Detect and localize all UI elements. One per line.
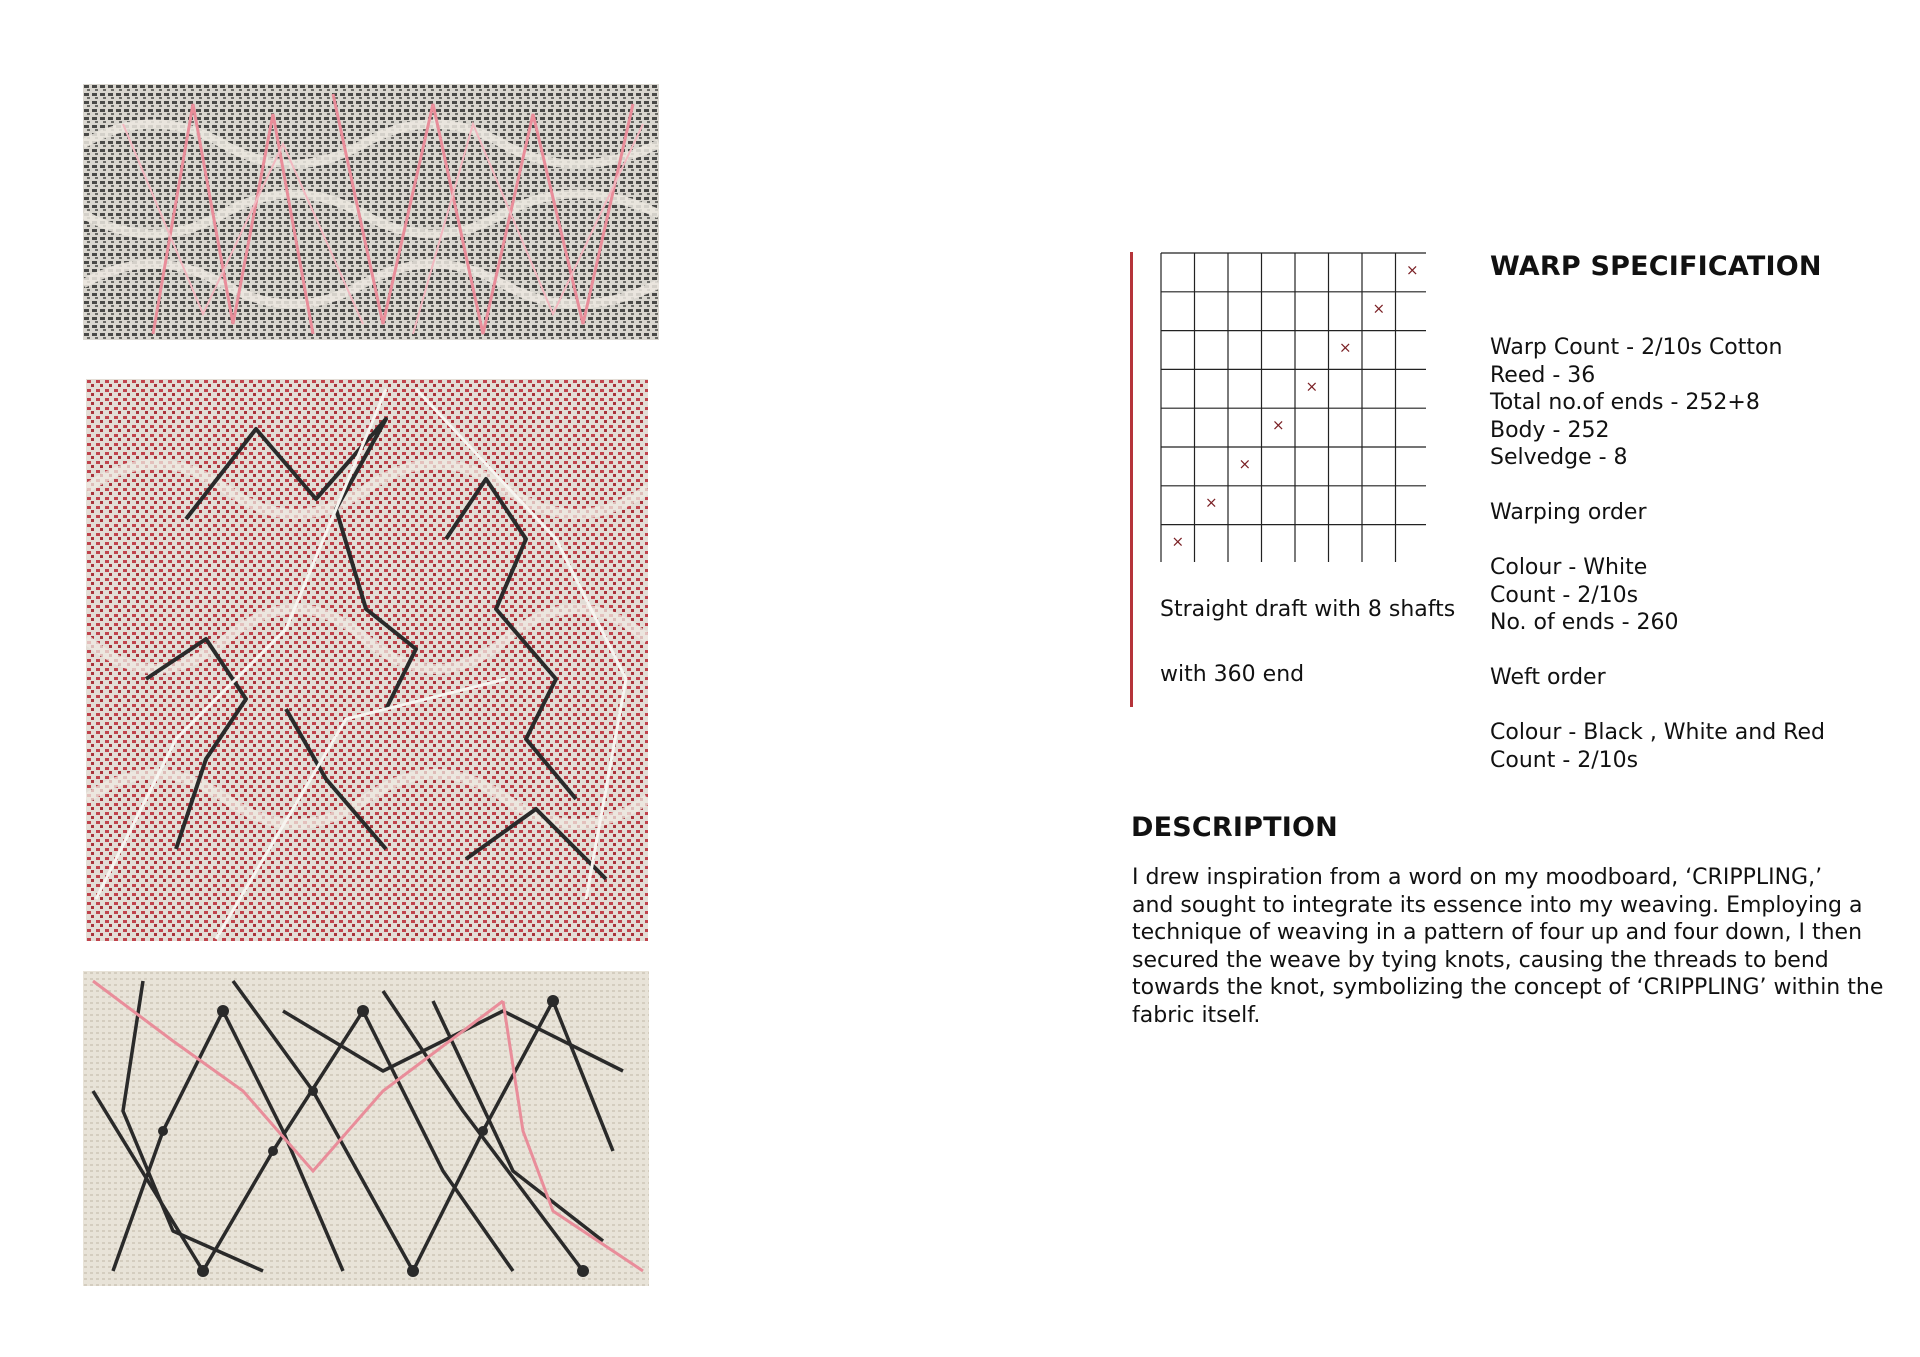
spec-line: Colour - White — [1490, 555, 1648, 580]
warp-specification-title: WARP SPECIFICATION — [1490, 251, 1822, 282]
description-title: DESCRIPTION — [1131, 812, 1338, 843]
accent-rule — [1130, 252, 1133, 707]
spec-line — [1490, 692, 1825, 720]
draft-mark: × — [1171, 532, 1185, 551]
spec-line — [1490, 527, 1825, 555]
draft-mark: × — [1238, 454, 1252, 473]
spec-line: Warp Count - 2/10s Cotton — [1490, 335, 1783, 360]
draft-mark: × — [1338, 338, 1352, 357]
swatch-cream-knots — [83, 971, 649, 1286]
swatch-grey-pink — [83, 84, 659, 340]
draft-mark: × — [1204, 493, 1218, 512]
description-line: I drew inspiration from a word on my moodboard, ‘CRIPPLING,’ — [1132, 865, 1823, 890]
description-line: technique of weaving in a pattern of four up and four down, I then — [1132, 920, 1863, 945]
draft-mark: × — [1405, 260, 1419, 279]
draft-mark: × — [1271, 416, 1285, 435]
draft-caption-ends: with 360 end — [1160, 662, 1305, 687]
swatch-red-black — [86, 379, 648, 941]
spec-line: No. of ends - 260 — [1490, 610, 1679, 635]
description-body — [1132, 864, 1892, 1029]
spec-line: Reed - 36 — [1490, 362, 1596, 388]
spec-line: Total no.of ends - 252+8 — [1490, 390, 1760, 415]
spec-line: Body - 252 — [1490, 417, 1610, 443]
spec-line: Warping order — [1490, 500, 1647, 525]
spec-line: Count - 2/10s — [1490, 582, 1639, 608]
draft-mark: × — [1305, 377, 1319, 396]
spec-line: Count - 2/10s — [1490, 747, 1639, 773]
warp-specification-list — [1490, 334, 1825, 774]
spec-line — [1490, 637, 1825, 665]
description-line: fabric itself. — [1132, 1002, 1261, 1028]
spec-line: Weft order — [1490, 665, 1606, 690]
draft-mark: × — [1372, 299, 1386, 318]
description-line: secured the weave by tying knots, causing the threads to bend — [1132, 947, 1829, 973]
woven-fabric-image — [83, 971, 649, 1286]
spec-line — [1490, 472, 1825, 500]
draft-caption: Straight draft with 8 shafts — [1160, 597, 1456, 622]
woven-fabric-image — [86, 379, 648, 941]
description-line: towards the knot, symbolizing the concept of ‘CRIPPLING’ within the — [1132, 975, 1884, 1000]
spec-line: Colour - Black , White and Red — [1490, 720, 1825, 745]
spec-line: Selvedge - 8 — [1490, 445, 1628, 470]
straight-draft-grid — [1160, 252, 1426, 562]
description-line: and sought to integrate its essence into my weaving. Employing a — [1132, 892, 1863, 918]
woven-fabric-image — [83, 84, 659, 340]
